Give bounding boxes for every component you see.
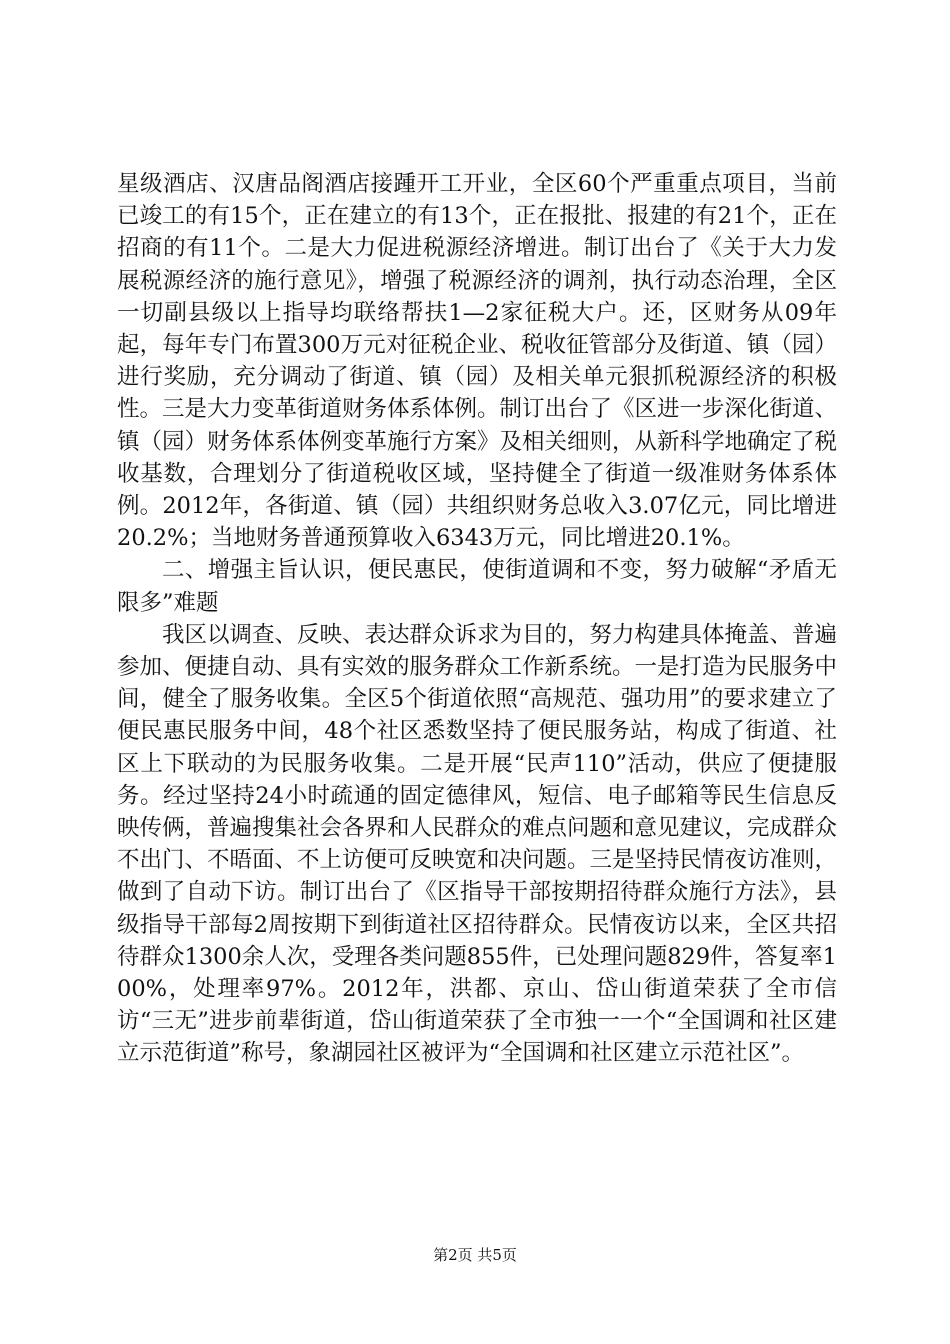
- paragraph-continued: 星级酒店、汉唐品阁酒店接踵开工开业，全区60个严重重点项目，当前已竣工的有15个，正在建立的有13个，正在报批、报建的有21个，正在招商的有11个。二是大力促进税源经济增进。制订出台了《关于大力发展税源经济的施行意见》，增强了税源经济的调剂，执行动态治理，全区一切副县级以上指导均联络帮扶1—2家征税大户。还，区财务从09年起，每年专门布置300万元对征税企业、税收征管部分及街道、镇（园）进行奖励，充分调动了街道、镇（园）及相关单元狠抓税源经济的积极性。三是大力变革街道财务体系体例。制订出台了《区进一步深化街道、镇（园）财务体系体例变革施行方案》及相关细则，从新科学地确定了税收基数，合理划分了街道税收区域，坚持健全了街道一级准财务体系体例。2012年，各街道、镇（园）共组织财务总收入3.07亿元，同比增进20.2%；当地财务普通预算收入6343万元，同比增进20.1%。: [117, 171, 838, 552]
- section-heading: 二、增强主旨认识，便民惠民，使街道调和不变，努力破解“矛盾无限多”难题: [117, 557, 837, 616]
- document-body: [117, 168, 837, 1070]
- paragraph: 我区以调查、反映、表达群众诉求为目的，努力构建具体掩盖、普遍参加、便捷自动、具有实效的服务群众工作新系统。一是打造为民服务中间，健全了服务收集。全区5个街道依照“高规范、强功用”的要求建立了便民惠民服务中间，48个社区悉数坚持了便民服务站，构成了街道、社区上下联动的为民服务收集。二是开展“民声110”活动，供应了便捷服务。经过坚持24小时疏通的固定德律风，短信、电子邮箱等民生信息反映传俩，普遍搜集社会各界和人民群众的难点问题和意见建议，完成群众不出门、不晤面、不上访便可反映宽和决问题。三是坚持民情夜访准则，做到了自动下访。制订出台了《区指导干部按期招待群众施行方法》，县级指导干部每2周按期下到街道社区招待群众。民情夜访以来，全区共招待群众1300余人次，受理各类问题855件，已处理问题829件，答复率100%，处理率97%。2012年，洪都、京山、岱山街道荣获了全市信访“三无”进步前辈街道，岱山街道荣获了全市独一一个“全国调和社区建立示范街道”称号，象湖园社区被评为“全国调和社区建立示范社区”。: [117, 621, 838, 1067]
- page-number: 第2页 共5页: [433, 1246, 517, 1264]
- page-footer: [0, 1244, 950, 1265]
